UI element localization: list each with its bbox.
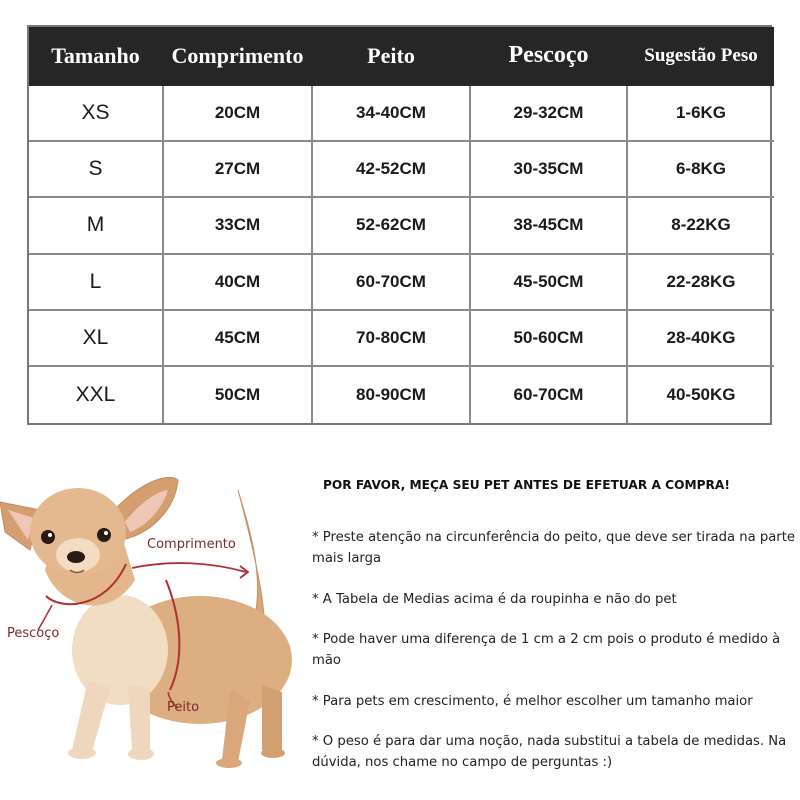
table-cell-peso: 6-8KG (628, 142, 774, 198)
note-item: * O peso é para dar uma noção, nada substitui a tabela de medidas. Na dúvida, nos chame no campo de perguntas :) (312, 734, 787, 770)
table-cell-peito: 52-62CM (313, 198, 471, 254)
dog-paw (128, 748, 154, 760)
table-cell-size: XS (29, 86, 164, 142)
header-sugestao-peso: Sugestão Peso (628, 27, 774, 86)
table-cell-peso: 1-6KG (628, 86, 774, 142)
table-cell-peso: 8-22KG (628, 198, 774, 254)
dog-eye (41, 530, 55, 544)
table-cell-peito: 42-52CM (313, 142, 471, 198)
table-cell-comprimento: 40CM (164, 255, 313, 311)
table-cell-pescoco: 29-32CM (471, 86, 628, 142)
notes-heading: POR FAVOR, MEÇA SEU PET ANTES DE EFETUAR A COMPRA! (323, 478, 730, 492)
dog-nose (67, 551, 85, 563)
note-item: * Para pets em crescimento, é melhor escolher um tamanho maior (312, 694, 753, 709)
table-cell-peito: 80-90CM (313, 367, 471, 423)
table-cell-pescoco: 45-50CM (471, 255, 628, 311)
header-peito: Peito (313, 27, 471, 86)
dog-eye (97, 528, 111, 542)
dog-paw (261, 748, 285, 758)
label-pescoco: Pescoço (7, 626, 60, 641)
note-item: * Pode haver uma diferença de 1 cm a 2 cm pois o produto é medido à mão (312, 632, 781, 668)
table-cell-peito: 34-40CM (313, 86, 471, 142)
table-cell-comprimento: 20CM (164, 86, 313, 142)
table-cell-comprimento: 45CM (164, 311, 313, 367)
header-comprimento: Comprimento (164, 27, 313, 86)
dog-eye-shine (48, 533, 52, 537)
dog-paw (216, 758, 242, 768)
label-comprimento: Comprimento (147, 537, 236, 552)
header-pescoco: Pescoço (471, 27, 628, 86)
table-cell-size: XL (29, 311, 164, 367)
table-cell-pescoco: 38-45CM (471, 198, 628, 254)
dog-paw (68, 747, 96, 759)
table-cell-size: S (29, 142, 164, 198)
dog-back-leg-2 (262, 685, 282, 752)
table-cell-peso: 40-50KG (666, 384, 736, 404)
table-cell-peso: 22-28KG (628, 255, 774, 311)
header-tamanho: Tamanho (29, 27, 164, 86)
size-table (27, 25, 772, 425)
table-cell-size: M (29, 198, 164, 254)
dog-eye-shine (104, 531, 108, 535)
table-cell-comprimento: 27CM (164, 142, 313, 198)
table-cell-comprimento: 50CM (164, 367, 313, 423)
table-cell-comprimento: 33CM (164, 198, 313, 254)
table-cell-peito: 60-70CM (313, 255, 471, 311)
table-cell-pescoco: 50-60CM (471, 311, 628, 367)
table-cell-peso: 28-40KG (628, 311, 774, 367)
dog-front-leg-1 (72, 680, 110, 752)
note-item: * A Tabela de Medias acima é da roupinha e não do pet (312, 592, 677, 607)
table-cell-size: XXL (29, 367, 164, 423)
dog-measurement-illustration (0, 460, 300, 800)
note-item: * Preste atenção na circunferência do peito, que deve ser tirada na parte mais larga (312, 530, 796, 566)
table-cell-peito: 70-80CM (313, 311, 471, 367)
table-cell-pescoco: 60-70CM (471, 367, 628, 423)
table-cell-pescoco: 30-35CM (471, 142, 628, 198)
comprimento-measure-line (132, 563, 246, 572)
label-peito: Peito (167, 700, 200, 715)
table-cell-size: L (29, 255, 164, 311)
dog-front-leg-2 (128, 685, 150, 752)
